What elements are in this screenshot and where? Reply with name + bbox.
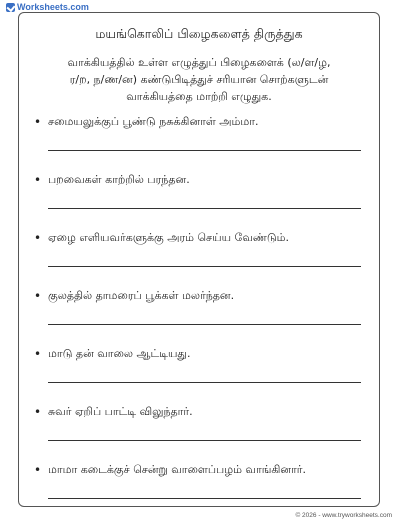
- exercise-sentence: மாடு தன் வாலை ஆட்டியது.: [48, 347, 191, 360]
- answer-line[interactable]: [48, 324, 361, 325]
- answer-line[interactable]: [48, 382, 361, 383]
- answer-line[interactable]: [48, 208, 361, 209]
- exercise-sentence: குலத்தில் தாமரைப் பூக்கள் மலர்ந்தன.: [48, 289, 235, 302]
- exercise-sentence: மாமா கடைக்குச் சென்று வாளைப்பழம் வாங்கினார்.: [48, 463, 307, 476]
- worksheet-frame: [18, 12, 380, 507]
- bullet: •: [34, 289, 42, 303]
- bullet: •: [34, 115, 42, 129]
- bullet: •: [34, 173, 42, 187]
- footer-copyright: © 2026 - www.tryworksheets.com: [295, 512, 392, 519]
- worksheet-instruction: வாக்கியத்தில் உள்ள எழுத்துப் பிழைகளைக் (ல/ள/ழ, ர/ற, ந/ண/ன) கண்டுபிடித்துச் சரியான சொற்களுடன் வாக்கியத்தை மாற்றி எழுதுக.: [67, 56, 331, 103]
- checkmark-icon: [6, 3, 15, 12]
- exercise-sentence: ஏழை எளியவர்களுக்கு அரம் செய்ய வேண்டும்.: [48, 231, 290, 244]
- answer-line[interactable]: [48, 266, 361, 267]
- exercise-sentence: சமையலுக்குப் பூண்டு நசுக்கினாள் அம்மா.: [48, 115, 259, 128]
- bullet: •: [34, 463, 42, 477]
- answer-line[interactable]: [48, 440, 361, 441]
- answer-line[interactable]: [48, 150, 361, 151]
- worksheet-title: மயங்கொலிப் பிழைகளைத் திருத்துக: [95, 26, 303, 41]
- bullet: •: [34, 231, 42, 245]
- logo-text: Worksheets.com: [17, 2, 89, 12]
- bullet: •: [34, 405, 42, 419]
- answer-line[interactable]: [48, 498, 361, 499]
- exercise-sentence: பறவைகள் காற்றில் பரந்தன.: [48, 173, 190, 186]
- exercise-sentence: சுவர் ஏறிப் பாட்டி விலுந்தார்.: [48, 405, 193, 418]
- bullet: •: [34, 347, 42, 361]
